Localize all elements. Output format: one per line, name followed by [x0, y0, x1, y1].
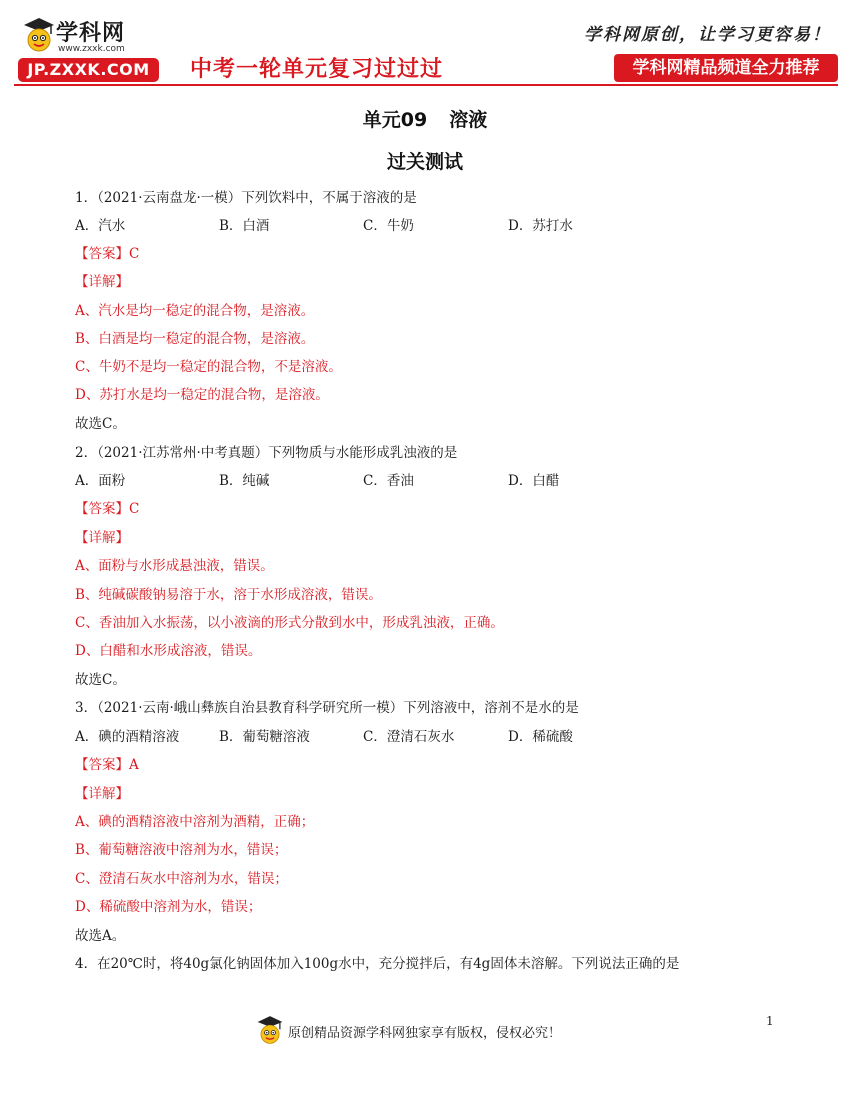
- question-1-explanation-a: A、汽水是均一稳定的混合物，是溶液。: [75, 303, 315, 319]
- question-1-option-a: A．汽水: [75, 218, 126, 234]
- question-4-stem: 4．在20℃时，将40g氯化钠固体加入100g水中，充分搅拌后，有4g固体未溶解。下列说法正确的是: [75, 956, 680, 972]
- doc-topic: 溶液: [449, 109, 488, 131]
- footer-copyright: 原创精品资源学科网独家享有版权，侵权必究！: [288, 1026, 562, 1041]
- header-slogan: 学科网原创，让学习更容易！: [584, 25, 831, 45]
- question-2-option-c: C．香油: [363, 473, 414, 489]
- graduation-cap-mascot-icon: [256, 1014, 284, 1048]
- question-1-conclusion: 故选C。: [75, 416, 126, 432]
- question-3-option-d: D．稀硫酸: [508, 729, 573, 745]
- question-1-answer: 【答案】C: [75, 246, 140, 262]
- page-number: 1: [766, 1014, 774, 1028]
- question-2-option-d: D．白醋: [508, 473, 560, 489]
- question-3-option-c: C．澄清石灰水: [363, 729, 455, 745]
- question-2-answer: 【答案】C: [75, 501, 140, 517]
- doc-unit: 单元09: [362, 109, 428, 131]
- header-title: 中考一轮单元复习过过过: [190, 57, 444, 82]
- question-2-detail-label: 【详解】: [75, 530, 129, 546]
- question-2-option-b: B．纯碱: [219, 473, 270, 489]
- question-2-stem: 2．（2021·江苏常州·中考真题）下列物质与水能形成乳浊液的是: [75, 445, 458, 461]
- question-2-option-a: A．面粉: [75, 473, 126, 489]
- question-2-explanation-c: C、香油加入水振荡，以小液滴的形式分散到水中，形成乳浊液，正确。: [75, 615, 504, 631]
- question-1-explanation-b: B、白酒是均一稳定的混合物，是溶液。: [75, 331, 315, 347]
- question-3-explanation-c: C、澄清石灰水中溶剂为水，错误；: [75, 871, 288, 887]
- question-1-explanation-c: C、牛奶不是均一稳定的混合物，不是溶液。: [75, 359, 342, 375]
- question-2-explanation-b: B、纯碱碳酸钠易溶于水，溶于水形成溶液，错误。: [75, 587, 382, 603]
- question-1-option-c: C．牛奶: [363, 218, 414, 234]
- question-1-option-d: D．苏打水: [508, 218, 573, 234]
- question-3-detail-label: 【详解】: [75, 786, 129, 802]
- question-3-stem: 3．（2021·云南·峨山彝族自治县教育科学研究所一模）下列溶液中，溶剂不是水的是: [75, 700, 579, 716]
- question-1-explanation-d: D、苏打水是均一稳定的混合物，是溶液。: [75, 387, 329, 403]
- logo-name: 学科网: [56, 21, 126, 46]
- graduation-cap-mascot-icon: [22, 16, 56, 56]
- question-2-explanation-d: D、白醋和水形成溶液，错误。: [75, 643, 262, 659]
- site-logo[interactable]: [18, 14, 163, 82]
- header-divider: [14, 84, 838, 86]
- logo-url: www.zxxk.com: [58, 44, 125, 54]
- question-2-conclusion: 故选C。: [75, 672, 126, 688]
- question-1-detail-label: 【详解】: [75, 274, 129, 290]
- question-3-conclusion: 故选A。: [75, 928, 126, 944]
- question-3-explanation-d: D、稀硫酸中溶剂为水，错误；: [75, 899, 262, 915]
- logo-badge[interactable]: JP.ZXXK.COM: [18, 58, 159, 82]
- header-badge[interactable]: 学科网精品频道全力推荐: [614, 54, 838, 82]
- question-1-stem: 1．（2021·云南盘龙·一模）下列饮料中，不属于溶液的是: [75, 190, 417, 206]
- doc-subtitle: 过关测试: [386, 151, 463, 173]
- question-3-option-b: B．葡萄糖溶液: [219, 729, 310, 745]
- question-3-explanation-b: B、葡萄糖溶液中溶剂为水，错误；: [75, 842, 288, 858]
- question-1-option-b: B．白酒: [219, 218, 270, 234]
- question-3-explanation-a: A、碘的酒精溶液中溶剂为酒精，正确；: [75, 814, 315, 830]
- question-3-option-a: A．碘的酒精溶液: [75, 729, 180, 745]
- question-2-explanation-a: A、面粉与水形成悬浊液，错误。: [75, 558, 274, 574]
- doc-title: [0, 105, 850, 132]
- question-3-answer: 【答案】A: [75, 757, 139, 773]
